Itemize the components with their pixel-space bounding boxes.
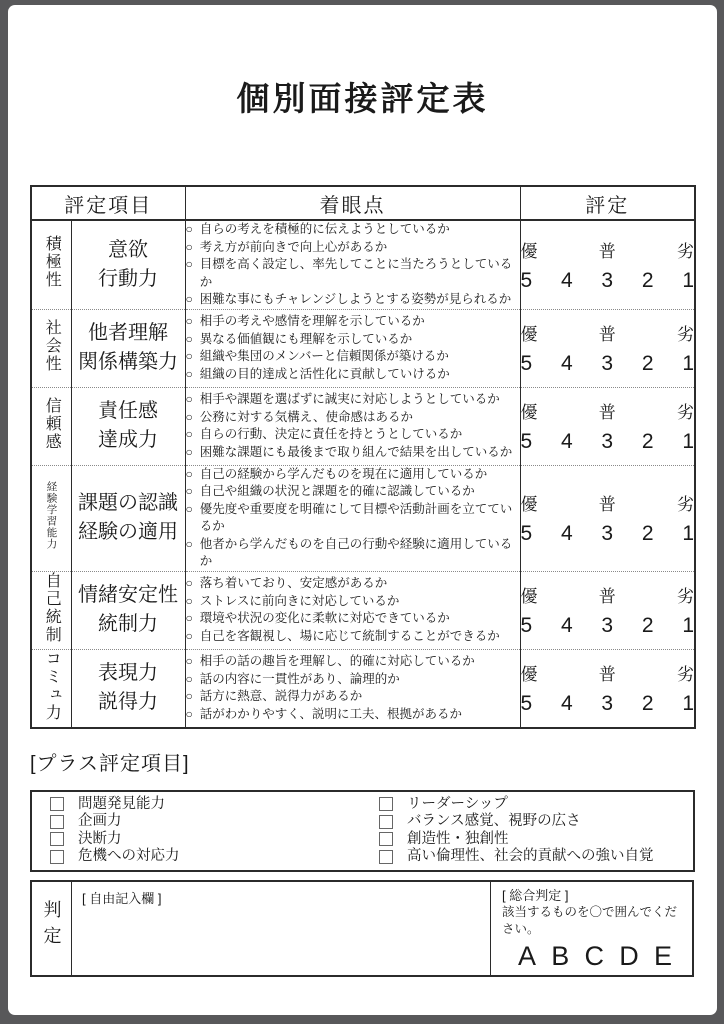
checkbox-icon[interactable] <box>50 797 64 811</box>
rating-label-excellent: 優 <box>520 241 538 261</box>
viewpoint-line <box>186 291 520 309</box>
rating-label-excellent: 優 <box>520 665 538 684</box>
rating-3[interactable]: 3 <box>601 614 614 637</box>
judgement-table <box>30 880 694 977</box>
circle-bullet-icon: ○ <box>185 257 193 271</box>
viewpoint-text: 話方に熱意、説得力があるか <box>199 689 363 703</box>
ability-label: 行動力 <box>98 267 158 290</box>
circle-bullet-icon: ○ <box>185 611 193 625</box>
checkbox-icon[interactable] <box>379 797 393 811</box>
judgement-label: 判定 <box>41 899 62 952</box>
checkbox-icon[interactable] <box>379 815 393 829</box>
viewpoint-line <box>186 501 520 536</box>
eval-row-sociality <box>31 309 695 387</box>
viewpoint-line <box>186 575 520 593</box>
viewpoint-text: 相手や課題を選ばずに誠実に対応しようとしているか <box>199 392 500 406</box>
rating-label-normal: 普 <box>598 403 616 422</box>
viewpoint-text: 自己を客観視し、場に応じて統制することができるか <box>199 628 500 643</box>
rating-3[interactable]: 3 <box>601 352 614 375</box>
viewpoint-line <box>186 221 520 239</box>
rating-cell <box>520 571 695 649</box>
plus-item-label: リーダーシップ <box>407 795 508 812</box>
plus-item <box>379 813 693 831</box>
viewpoint-line <box>186 391 520 409</box>
category-cell <box>31 571 71 649</box>
viewpoint-line <box>186 444 520 462</box>
ability-label: 他者理解 <box>88 322 168 344</box>
plus-item-label: 高い倫理性、社会的貢献への強い自覚 <box>407 848 654 864</box>
viewpoint-text: 環境や状況の変化に柔軟に対応できているか <box>199 611 450 625</box>
category-label: 自己統制 <box>43 571 61 644</box>
rating-cell <box>520 649 695 728</box>
viewpoints-cell <box>185 387 520 465</box>
circle-bullet-icon: ○ <box>185 444 193 459</box>
grade-options <box>502 938 684 973</box>
ability-cell <box>71 220 185 309</box>
plus-item <box>379 831 693 849</box>
category-label: コミュ力 <box>43 649 61 722</box>
ability-label: 関係構築力 <box>78 351 178 373</box>
viewpoint-text: 自己の経験から学んだものを現在に適用しているか <box>199 466 488 481</box>
rating-numbers <box>521 522 695 546</box>
category-cell <box>31 387 71 465</box>
viewpoint-line <box>186 331 520 349</box>
rating-label-excellent: 優 <box>520 587 538 606</box>
viewpoint-text: 相手の話の趣旨を理解し、的確に対応しているか <box>199 654 475 668</box>
viewpoint-line <box>186 239 520 257</box>
viewpoint-line <box>186 653 520 671</box>
plus-item <box>50 813 379 831</box>
category-cell <box>31 220 71 309</box>
rating-labels <box>521 237 695 262</box>
grade-b[interactable]: B <box>551 940 570 971</box>
rating-labels <box>521 320 695 345</box>
rating-label-normal: 普 <box>598 665 616 684</box>
rating-label-poor: 劣 <box>677 403 694 422</box>
overall-judgement-instruction: 該当するものを〇で囲んでください。 <box>502 904 678 936</box>
viewpoint-line <box>186 366 520 384</box>
ability-label: 意欲 <box>108 238 148 261</box>
ability-label: 説得力 <box>98 691 158 713</box>
rating-label-excellent: 優 <box>520 403 538 422</box>
circle-bullet-icon: ○ <box>185 501 193 516</box>
circle-bullet-icon: ○ <box>185 576 193 590</box>
plus-item <box>50 831 379 849</box>
viewpoint-text: 相手の考えや感情を理解を示しているか <box>199 314 425 328</box>
checkbox-icon[interactable] <box>379 850 393 864</box>
viewpoint-text: 異なる価値観にも理解を示しているか <box>199 331 413 346</box>
rating-cell <box>520 220 695 309</box>
col-header-viewpoint: 着眼点 <box>185 186 520 220</box>
rating-3[interactable]: 3 <box>601 430 614 453</box>
plus-section-heading: [プラス評定項目] <box>30 752 190 775</box>
rating-1[interactable]: 1 <box>682 692 694 715</box>
rating-4[interactable]: 4 <box>560 430 573 453</box>
ability-label: 達成力 <box>98 429 158 451</box>
rating-numbers <box>521 269 695 293</box>
plus-items-box <box>30 790 695 872</box>
ability-label: 経験の適用 <box>78 521 178 543</box>
rating-label-normal: 普 <box>598 495 616 514</box>
rating-5[interactable]: 5 <box>520 614 533 637</box>
category-label: 信頼感 <box>43 396 61 451</box>
viewpoint-text: 目標を高く設定し、率先してことに当たろうとしているか <box>199 257 513 289</box>
grade-c[interactable]: C <box>584 940 604 971</box>
rating-1[interactable]: 1 <box>682 522 694 545</box>
overall-judgement-label: [ 総合判定 ] <box>502 887 569 903</box>
viewpoints-cell <box>185 649 520 728</box>
rating-5[interactable]: 5 <box>520 692 533 715</box>
plus-item-label: 問題発見能力 <box>78 795 165 812</box>
rating-cell <box>520 309 695 387</box>
viewpoint-line <box>186 671 520 689</box>
rating-labels <box>521 398 695 423</box>
viewpoint-line <box>186 593 520 611</box>
ability-label: 責任感 <box>98 400 158 422</box>
viewpoint-text: 自らの考えを積極的に伝えようとしているか <box>199 222 450 236</box>
rating-numbers <box>521 352 695 376</box>
checkbox-icon[interactable] <box>50 850 64 864</box>
rating-label-poor: 劣 <box>677 325 694 344</box>
circle-bullet-icon: ○ <box>185 366 193 381</box>
rating-label-poor: 劣 <box>677 665 694 684</box>
rating-label-poor: 劣 <box>677 241 694 261</box>
grade-e[interactable]: E <box>653 940 672 971</box>
viewpoint-text: 他者から学んだものを自己の行動や経験に適用しているか <box>199 536 513 568</box>
viewpoint-line <box>186 426 520 444</box>
eval-row-trust <box>31 387 695 465</box>
free-entry-area[interactable] <box>72 881 491 976</box>
viewpoint-text: 組織や集団のメンバーと信頼関係が築けるか <box>199 349 449 363</box>
plus-item <box>50 848 379 866</box>
checkbox-icon[interactable] <box>50 832 64 846</box>
rating-1[interactable]: 1 <box>682 430 694 453</box>
viewpoint-line <box>186 409 520 427</box>
viewpoints-cell <box>185 220 520 309</box>
col-header-item: 評定項目 <box>31 186 185 220</box>
rating-4[interactable]: 4 <box>560 268 573 292</box>
category-label: 積極性 <box>43 235 61 290</box>
plus-items-right-column <box>379 796 693 866</box>
rating-numbers <box>521 430 695 454</box>
free-entry-label: [ 自由記入欄 ] <box>82 890 162 906</box>
viewpoint-text: 困難な事にもチャレンジしようとする姿勢が見られるか <box>199 292 512 306</box>
rating-numbers <box>521 692 695 716</box>
viewpoint-text: 公務に対する気構え、使命感はあるか <box>199 409 414 424</box>
category-cell <box>31 465 71 571</box>
circle-bullet-icon: ○ <box>185 314 193 328</box>
col-header-rating: 評定 <box>520 186 695 220</box>
rating-1[interactable]: 1 <box>682 352 694 375</box>
rating-2[interactable]: 2 <box>641 614 654 637</box>
viewpoint-line <box>186 256 520 291</box>
category-cell <box>31 309 71 387</box>
category-cell <box>31 649 71 728</box>
circle-bullet-icon: ○ <box>185 484 193 498</box>
viewpoint-line <box>186 466 520 484</box>
rating-labels <box>521 490 695 515</box>
ability-label: 情緒安定性 <box>78 584 178 606</box>
plus-item <box>379 848 693 866</box>
rating-5[interactable]: 5 <box>520 430 533 453</box>
rating-label-poor: 劣 <box>677 587 694 606</box>
document-page <box>8 5 717 1015</box>
eval-row-proactivity <box>31 220 695 309</box>
viewpoint-text: ストレスに前向きに対応しているか <box>199 593 400 608</box>
circle-bullet-icon: ○ <box>185 628 193 643</box>
plus-item-label: 危機への対応力 <box>78 848 180 864</box>
plus-items-left-column <box>32 796 379 866</box>
plus-item <box>379 796 693 814</box>
evaluation-table <box>30 185 696 729</box>
ability-cell <box>71 465 185 571</box>
plus-item-label: バランス感覚、視野の広さ <box>407 813 581 829</box>
overall-judgement-cell <box>491 881 694 976</box>
category-label: 経験学習能力 <box>45 481 58 550</box>
rating-2[interactable]: 2 <box>641 268 654 292</box>
rating-5[interactable]: 5 <box>520 522 533 545</box>
judgement-label-cell <box>31 881 72 976</box>
rating-label-excellent: 優 <box>520 495 538 514</box>
ability-cell <box>71 649 185 728</box>
plus-item-label: 企画力 <box>78 813 122 829</box>
viewpoint-text: 困難な課題にも最後まで取り組んで結果を出しているか <box>199 444 513 459</box>
viewpoint-line <box>186 688 520 706</box>
circle-bullet-icon: ○ <box>185 292 193 306</box>
rating-2[interactable]: 2 <box>641 352 654 375</box>
viewpoint-line <box>186 536 520 571</box>
ability-cell <box>71 387 185 465</box>
circle-bullet-icon: ○ <box>185 654 193 668</box>
ability-label: 課題の認識 <box>78 492 178 514</box>
rating-4[interactable]: 4 <box>560 692 573 715</box>
checkbox-icon[interactable] <box>379 832 393 846</box>
viewpoint-line <box>186 483 520 501</box>
rating-2[interactable]: 2 <box>641 692 654 715</box>
rating-label-normal: 普 <box>598 325 616 344</box>
circle-bullet-icon: ○ <box>185 671 193 686</box>
rating-3[interactable]: 3 <box>601 692 614 715</box>
circle-bullet-icon: ○ <box>185 331 193 346</box>
circle-bullet-icon: ○ <box>185 239 193 254</box>
rating-label-excellent: 優 <box>520 325 538 344</box>
rating-3[interactable]: 3 <box>601 268 614 292</box>
viewpoint-text: 落ち着いており、安定感があるか <box>199 576 388 590</box>
rating-4[interactable]: 4 <box>560 522 573 545</box>
plus-item-label: 創造性・独創性 <box>407 830 509 847</box>
viewpoint-text: 話がわかりやすく、説明に工夫、根拠があるか <box>199 706 463 721</box>
viewpoint-text: 自己や組織の状況と課題を的確に認識しているか <box>199 484 475 498</box>
rating-labels <box>521 582 695 607</box>
rating-1[interactable]: 1 <box>682 614 694 637</box>
grade-d[interactable]: D <box>619 940 639 971</box>
ability-cell <box>71 309 185 387</box>
viewpoint-text: 組織の目的達成と活性化に貢献していけるか <box>199 366 450 381</box>
rating-5[interactable]: 5 <box>520 268 533 292</box>
circle-bullet-icon: ○ <box>185 222 193 236</box>
circle-bullet-icon: ○ <box>185 427 193 441</box>
grade-a[interactable]: A <box>518 940 537 971</box>
category-label: 社会性 <box>43 318 61 373</box>
rating-labels <box>521 660 695 685</box>
rating-1[interactable]: 1 <box>682 268 694 292</box>
viewpoints-cell <box>185 571 520 649</box>
viewpoints-cell <box>185 465 520 571</box>
rating-2[interactable]: 2 <box>641 430 654 453</box>
rating-numbers <box>521 614 695 638</box>
rating-label-normal: 普 <box>598 241 616 261</box>
viewpoint-text: 話の内容に一貫性があり、論理的か <box>199 671 400 686</box>
eval-row-experiential-learning <box>31 465 695 571</box>
circle-bullet-icon: ○ <box>185 689 193 703</box>
rating-cell <box>520 387 695 465</box>
header-row <box>31 186 695 220</box>
rating-cell <box>520 465 695 571</box>
rating-2[interactable]: 2 <box>641 522 654 545</box>
checkbox-icon[interactable] <box>50 815 64 829</box>
ability-cell <box>71 571 185 649</box>
viewpoint-text: 考え方が前向きで向上心があるか <box>199 239 388 254</box>
viewpoint-line <box>186 610 520 628</box>
rating-3[interactable]: 3 <box>601 522 614 545</box>
rating-4[interactable]: 4 <box>560 614 573 637</box>
eval-row-self-control <box>31 571 695 649</box>
viewpoint-line <box>186 706 520 724</box>
plus-item-label: 決断力 <box>78 830 122 847</box>
viewpoint-line <box>186 313 520 331</box>
rating-4[interactable]: 4 <box>560 352 573 375</box>
ability-label: 表現力 <box>98 662 158 684</box>
viewpoint-line <box>186 628 520 646</box>
circle-bullet-icon: ○ <box>185 409 193 424</box>
viewpoint-text: 自らの行動、決定に責任を持とうとしているか <box>199 427 463 441</box>
circle-bullet-icon: ○ <box>185 466 193 481</box>
circle-bullet-icon: ○ <box>185 392 193 406</box>
rating-label-poor: 劣 <box>677 495 694 514</box>
viewpoint-text: 優先度や重要度を明確にして目標や活動計画を立てているか <box>199 501 513 533</box>
circle-bullet-icon: ○ <box>185 349 193 363</box>
plus-item <box>50 796 379 814</box>
viewpoint-line <box>186 348 520 366</box>
circle-bullet-icon: ○ <box>185 706 193 721</box>
circle-bullet-icon: ○ <box>185 536 193 551</box>
ability-label: 統制力 <box>98 613 158 635</box>
eval-row-communication <box>31 649 695 728</box>
page-title: 個別面接評定表 <box>236 80 489 117</box>
viewpoints-cell <box>185 309 520 387</box>
rating-5[interactable]: 5 <box>520 352 533 375</box>
circle-bullet-icon: ○ <box>185 593 193 608</box>
rating-label-normal: 普 <box>598 587 616 606</box>
